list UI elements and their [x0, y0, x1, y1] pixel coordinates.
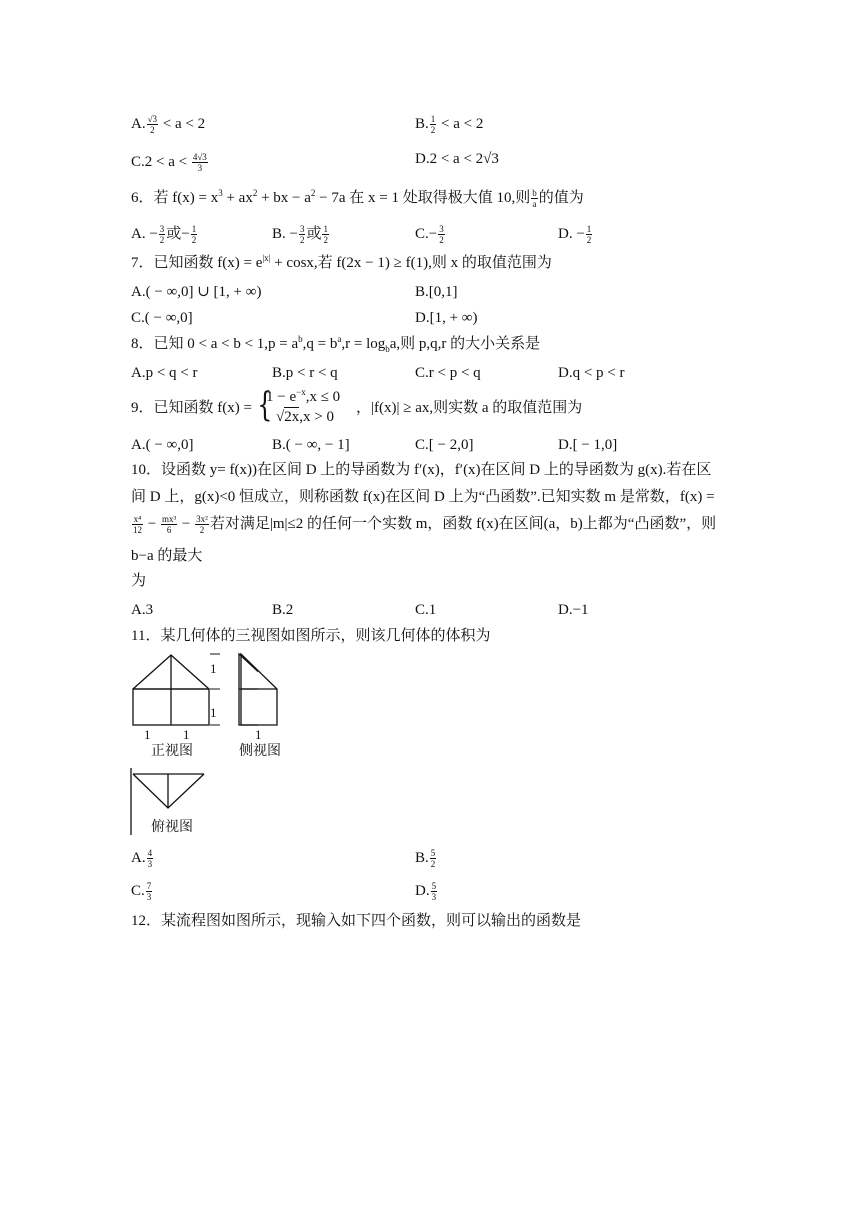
fraction-numerator: 4√3 — [192, 152, 207, 162]
q5-option-b-text: < a < 2 — [437, 115, 484, 132]
q6-option-d-prefix: D. − — [558, 225, 585, 242]
dimension-label: 1 — [210, 661, 217, 676]
q7-exponent: |x| — [262, 253, 271, 263]
q8-stem — [131, 334, 541, 354]
q7-option-b: B.[0,1] — [415, 284, 458, 300]
q11-option-a-prefix: A. — [131, 849, 146, 866]
q6-stem-part: 6．若 f(x) = x — [131, 189, 219, 206]
fraction-denominator: 2 — [199, 525, 205, 535]
fraction-numerator: b — [532, 188, 537, 198]
q5-option-b-fraction — [430, 114, 437, 135]
q5-option-c — [131, 152, 209, 173]
q10-line-3-text: 若对满足|m|≤2 的任何一个实数 m，函数 f(x)在区间(a，b)上都为“凸函数”，则 — [209, 515, 717, 532]
fraction — [322, 224, 329, 245]
piecewise-brace: { — [257, 385, 273, 425]
q12-stem: 12．某流程图如图所示，现输入如下四个函数，则可以输出的函数是 — [131, 913, 582, 929]
dimension-label: 1 — [183, 727, 190, 742]
q9-option-c: C.[ − 2,0] — [415, 437, 474, 453]
q11-option-c-prefix: C. — [131, 882, 145, 899]
q9-option-a: A.( − ∞,0] — [131, 437, 194, 453]
q5-option-a-prefix: A. — [131, 115, 146, 132]
q9-case-2 — [276, 410, 334, 425]
fraction-denominator: 2 — [586, 235, 592, 245]
q10-line-3 — [131, 514, 716, 535]
q9-case-2-part: ,x > 0 — [299, 409, 334, 425]
q10-line-5: 为 — [131, 573, 147, 589]
fraction-denominator: 12 — [133, 525, 142, 535]
minus-sign: − — [144, 515, 160, 532]
fraction-denominator: 3 — [146, 892, 152, 902]
q9-case-1-exponent: −x — [296, 387, 306, 397]
q11-option-b-prefix: B. — [415, 849, 429, 866]
fraction — [132, 514, 143, 535]
fraction — [147, 848, 154, 869]
q5-option-c-fraction — [192, 152, 208, 173]
q8-stem-part: 8．已知 0 < a < b < 1,p = a — [131, 336, 299, 352]
q5-option-d: D.2 < a < 2√3 — [415, 151, 499, 167]
q11-option-a — [131, 848, 154, 869]
side-view-diagram — [236, 648, 286, 738]
front-view-label: 正视图 — [151, 743, 193, 759]
fraction-numerator: 3 — [299, 224, 305, 234]
fraction-denominator: 2 — [439, 235, 444, 245]
q6-stem: 6．若 $f(x) = x^3 + ax^2$ + bx − $a^2 - 7a$ 在 x = 1 处取得极大值 10,则 $\frac{b}{a}$ 的值为 — [131, 187, 584, 209]
sqrt-symbol: √ — [276, 409, 285, 425]
q10-line-1: 10．设函数 y= f(x))在区间 D 上的导函数为 f′(x)，f′(x)在区间 D 上的导函数为 g(x).若在区 — [131, 462, 712, 478]
fraction-numerator: 4 — [147, 848, 153, 858]
fraction-numerator: mx³ — [161, 514, 177, 524]
fraction-denominator: a — [532, 199, 537, 209]
q10-option-a: A.3 — [131, 602, 154, 618]
q7-stem — [131, 253, 552, 271]
fraction-numerator: 1 — [586, 224, 592, 234]
fraction — [146, 881, 153, 902]
fraction-denominator: 6 — [166, 525, 172, 535]
q10-line-4: b−a 的最大 — [131, 548, 203, 564]
fraction-numerator: 3x² — [196, 514, 208, 524]
q9-case-1 — [266, 387, 341, 405]
fraction-denominator: 2 — [323, 235, 328, 245]
q6-option-a-prefix: A. − — [131, 225, 158, 242]
q7-option-d: D.[1, + ∞) — [415, 310, 478, 326]
q8-exponent: a — [337, 334, 342, 344]
q7-option-a: A.( − ∞,0] ∪ [1, + ∞) — [131, 284, 262, 300]
q6-option-b — [272, 224, 330, 245]
q8-option-c: C.r < p < q — [415, 365, 481, 381]
q8-stem-part: ,r = log — [341, 336, 386, 352]
fraction-numerator: 3 — [159, 224, 165, 234]
fraction-numerator: 3 — [439, 224, 444, 234]
dimension-label: 1 — [255, 727, 262, 742]
q8-exponent: b — [298, 334, 303, 344]
q9-stem-suffix: ，|f(x)| ≥ ax,则实数 a 的取值范围为 — [356, 400, 583, 416]
q6-option-c-prefix: C.− — [415, 225, 438, 242]
q11-stem: 11．某几何体的三视图如图所示，则该几何体的体积为 — [131, 628, 491, 644]
q9-case-2-radicand: 2x — [284, 409, 300, 425]
fraction-denominator: 3 — [431, 892, 437, 902]
q7-stem-part: 7．已知函数 f(x) = e — [131, 255, 263, 271]
fraction-denominator: 3 — [197, 163, 203, 173]
fraction-denominator: 2 — [191, 235, 197, 245]
q11-option-c — [131, 881, 153, 902]
q6-option-b-prefix: B. − — [272, 225, 298, 242]
q5-option-c-text: C.2 < a < — [131, 153, 191, 170]
q8-option-a: A.p < q < r — [131, 365, 198, 381]
q7-stem-part: + cosx,若 f(2x − 1) ≥ f(1),则 x 的取值范围为 — [270, 255, 552, 271]
q10-option-c: C.1 — [415, 602, 437, 618]
q5-option-a — [131, 114, 205, 135]
q6-option-d — [558, 224, 593, 245]
q8-option-d: D.q < p < r — [558, 365, 625, 381]
q8-stem-part: ,q = b — [302, 336, 338, 352]
fraction-denominator: 2 — [299, 235, 305, 245]
fraction — [159, 224, 166, 245]
fraction-numerator: x⁴ — [133, 514, 142, 524]
q7-option-c: C.( − ∞,0] — [131, 310, 193, 326]
q9-option-d: D.[ − 1,0] — [558, 437, 618, 453]
q8-log-base: b — [385, 344, 390, 354]
q9-case-1-part: ,x ≤ 0 — [305, 389, 341, 405]
fraction-numerator: 1 — [430, 114, 436, 124]
minus-sign: − — [178, 515, 195, 532]
fraction-denominator: 2 — [159, 235, 165, 245]
q6-option-b-mid: 或 — [306, 225, 322, 242]
front-view-shape — [133, 655, 209, 725]
fraction — [299, 224, 306, 245]
q10-option-b: B.2 — [272, 602, 294, 618]
dimension-label: 1 — [210, 705, 217, 720]
fraction-denominator: 2 — [150, 125, 155, 135]
q6-stem-fraction — [531, 188, 538, 209]
q5-option-a-fraction — [147, 114, 158, 135]
fraction — [438, 224, 445, 245]
q6-option-c — [415, 224, 446, 245]
q10-line-2: 间 D 上，g(x)<0 恒成立，则称函数 f(x)在区间 D 上为“凸函数”.已知实数 m 是常数，f(x) = — [131, 489, 715, 505]
fraction-denominator: 2 — [430, 125, 436, 135]
fraction-numerator: 5 — [430, 848, 436, 858]
q6-option-a — [131, 224, 198, 245]
fraction — [430, 848, 437, 869]
dimension-label: 1 — [144, 727, 151, 742]
fraction-numerator: √3 — [147, 114, 158, 124]
side-view-label: 侧视图 — [239, 743, 281, 759]
q11-option-d — [415, 881, 438, 902]
fraction — [191, 224, 198, 245]
q11-option-b — [415, 848, 437, 869]
q6-stem-part: + ax — [222, 189, 253, 206]
fraction-numerator: 7 — [146, 881, 152, 891]
q5-option-b — [415, 114, 483, 135]
q9-case-1-part: 1 − e — [266, 389, 297, 405]
q6-stem-part: − 7a 在 x = 1 处取得极大值 10,则 — [315, 189, 531, 206]
fraction — [431, 881, 438, 902]
q9-option-b: B.( − ∞, − 1] — [272, 437, 350, 453]
q6-option-a-mid: 或− — [166, 225, 190, 242]
q9-stem-prefix: 9．已知函数 f(x) = — [131, 400, 252, 416]
q8-option-b: B.p < r < q — [272, 365, 338, 381]
fraction-denominator: 3 — [147, 859, 153, 869]
q11-option-d-prefix: D. — [415, 882, 430, 899]
fraction-numerator: 5 — [431, 881, 437, 891]
q5-option-a-text: < a < 2 — [159, 115, 206, 132]
q6-stem-part: + bx − a — [257, 189, 311, 206]
fraction — [586, 224, 593, 245]
fraction-denominator: 2 — [430, 859, 436, 869]
fraction-numerator: 1 — [323, 224, 328, 234]
q5-option-b-prefix: B. — [415, 115, 429, 132]
fraction-numerator: 1 — [191, 224, 197, 234]
q8-stem-part: a,则 p,q,r 的大小关系是 — [389, 336, 541, 352]
fraction — [161, 514, 177, 535]
q10-option-d: D.−1 — [558, 602, 589, 618]
top-view-label: 俯视图 — [151, 819, 193, 835]
fraction — [195, 514, 209, 535]
q6-stem-part: 的值为 — [538, 189, 584, 206]
